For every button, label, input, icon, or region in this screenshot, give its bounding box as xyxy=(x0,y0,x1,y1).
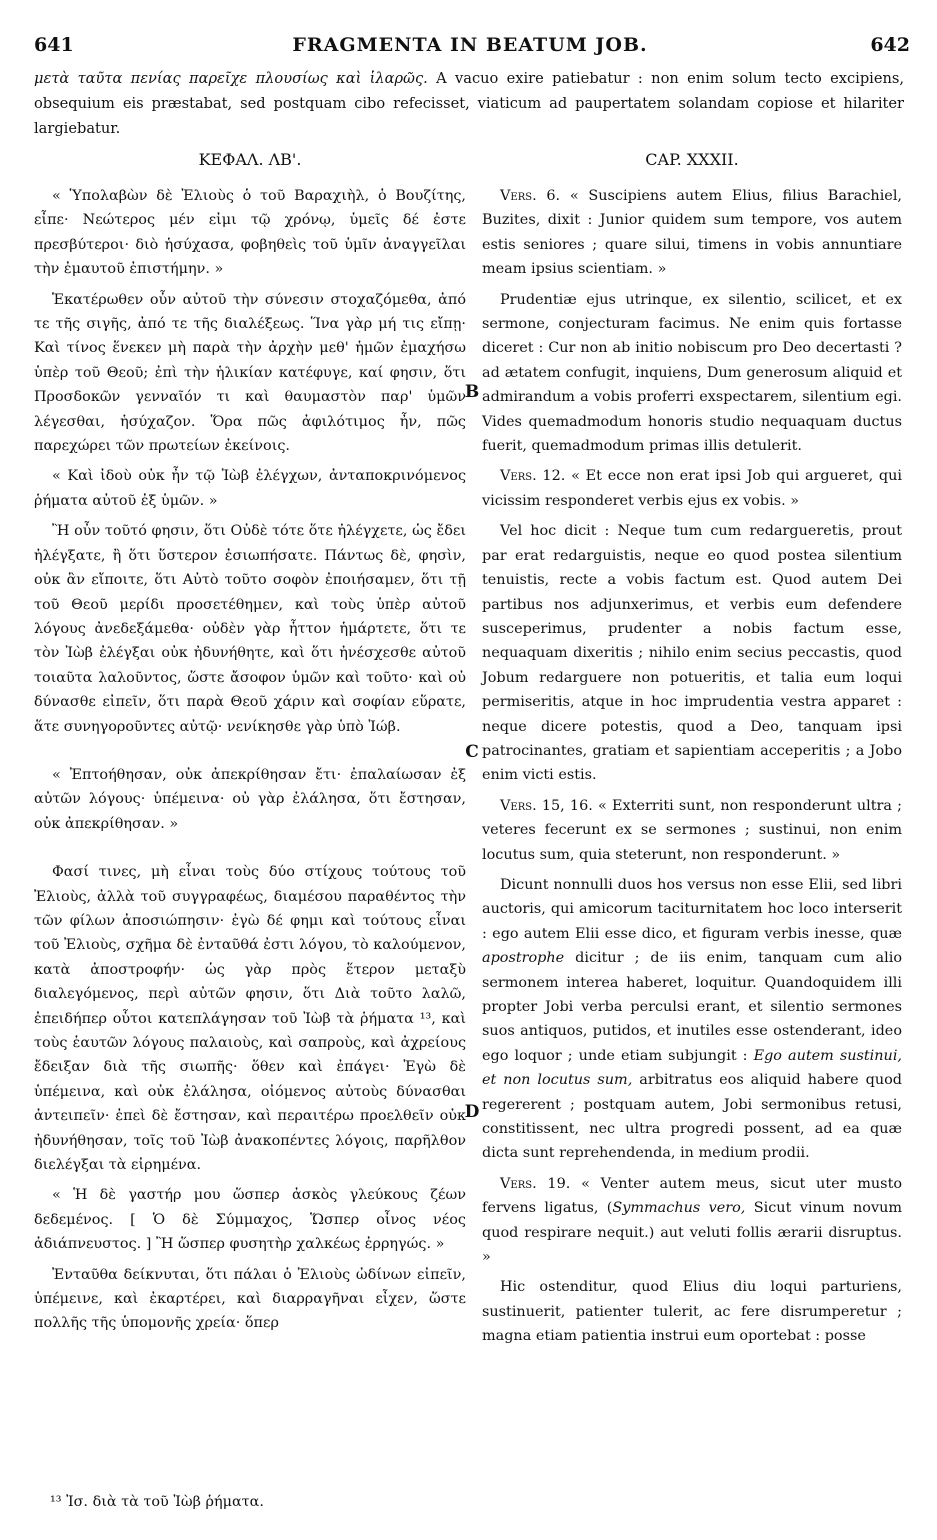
greek-commentary-4: Ἐνταῦθα δείκνυται, ὅτι πάλαι ὁ Ἐλιοὺς ὠδίνων εἰπεῖν, ὑπέμεινε, καὶ ἐκαρτέρει, καὶ διαρραγῆναι εἶχεν, ὥστε πολλῆς τῆς ὑπομονῆς χρεία· ὅπερ xyxy=(34,1266,466,1332)
latin-commentary-4: Hic ostenditur, quod Elius diu loqui parturiens, sustinuerit, patienter tulerit, ac fere disrumperetur ; magna etiam patientia instrui eum oportebat : posse xyxy=(482,1279,902,1345)
commentary-italic: Ego autem sustinui, et non locutus sum, xyxy=(482,1047,903,1089)
latin-verse-6 xyxy=(482,184,902,282)
verse-text: « Venter autem meus, sicut uter musto fervens ligatus, ( xyxy=(482,1175,903,1217)
verse-label: Vers. 19. xyxy=(500,1175,571,1192)
margin-marker-d: D xyxy=(464,1102,480,1122)
greek-column xyxy=(34,150,466,1342)
margin-marker-c: C xyxy=(465,742,479,762)
verse-text: « Suscipiens autem Elius, filius Barachiel, Buzites, dixit : Junior quidem sum tempore, vos autem estis seniores ; quare silui, timens in vobis annuntiare meam ipsius scientiam. » xyxy=(482,188,902,278)
latin-commentary-2: Vel hoc dicit : Neque tum cum redargueretis, prout par erat redarguistis, neque eo quod postea silentium tenuistis, recte a vobis factum est. Quod autem Dei partibus nos adjunxerimus, et verbis eum defendere susceperimus, prudenter a nobis factum esse, nequaquam dixeritis ; nihilo enim secius peccastis, quod Jobum redarguere non potueritis, et talia eum loqui permiseritis, atque in hoc imprudentia vestra apparet : neque dicere potestis, quod a Deo, tanquam ipsi patrocinantes, gratiam et sapientiam acceperitis ; a Jobo enim victi estis. xyxy=(482,523,902,784)
greek-chapter-heading: ΚΕΦΑΛ. ΛΒ'. xyxy=(198,150,302,169)
commentary-text: arbitratus eos aliquid habere quod regererent ; postquam autem, Jobi sermonibus retusi, constitissent, nec ultra progredi possent, ad ea quæ dicta sunt reprehendenda, in medium prodii. xyxy=(482,1072,902,1162)
greek-verse-12: « Καὶ ἰδοὺ οὐκ ἦν τῷ Ἰὼβ ἐλέγχων, ἀνταποκρινόμενος ῥήματα αὐτοῦ ἐξ ὑμῶν. » xyxy=(34,468,466,509)
latin-column xyxy=(482,150,902,1355)
page-number-left: 641 xyxy=(34,34,74,56)
greek-verse-19: « Ἡ δὲ γαστήρ μου ὥσπερ ἀσκὸς γλεύκους ζέων δεδεμένος. [ Ὁ δὲ Σύμμαχος, Ὥσπερ οἶνος νέος ἀδιάπνευστος. ] Ἢ ὥσπερ φυσητὴρ χαλκέως ἐρρηγώς. » xyxy=(34,1187,466,1253)
latin-chapter-heading: CAP. XXXII. xyxy=(645,150,739,169)
commentary-text: dicitur ; de iis enim, tanquam cum alio sermonem interea haberet, loquitur. Quandoquidem illi propter Jobi verba perculsi erant, et silentio sermones suos antiquos, putidos, et inutiles esse ostenderant, ideo ego loquor ; unde etiam subjungit : xyxy=(482,950,903,1064)
greek-verse-15: « Ἐπτοήθησαν, οὐκ ἀπεκρίθησαν ἔτι· ἐπαλαίωσαν ἐξ αὐτῶν λόγους· ὑπέμεινα· οὐ γὰρ ἐλάλησα, ὅτι ἔστησαν, οὐκ ἀπεκρίθησαν. » xyxy=(34,766,466,832)
latin-verse-12 xyxy=(482,464,902,513)
latin-verse-19 xyxy=(482,1172,902,1270)
greek-commentary-2: Ἢ οὖν τοῦτό φησιν, ὅτι Οὐδὲ τότε ὅτε ἠλέγχετε, ὡς ἔδει ἠλέγξατε, ἢ ὅτι ὕστερον ἐσιωπήσατε. Πάντως δὲ, φησὶν, οὐκ ἂν εἴποιτε, ὅτι Αὐτὸ τοῦτο σοφὸν ἐποιήσαμεν, ὅτι τῇ τοῦ Θεοῦ μερίδι προσετέθημεν, καὶ τοὺς ὑπὲρ αὐτοῦ λόγους ἀνεδεξάμεθα· οὐδὲν γὰρ ἧττον ἡμάρτετε, ὅτι τε τὸν Ἰὼβ ἐλέγξαι οὐκ ἠδυνήθητε, καὶ ὅτι ἠνέσχεσθε αὐτοῦ τοιαῦτα λαλοῦντος, ὥστε ἄσοφον ὑμῶν καὶ τοῦτο· καὶ οὐ δύνασθε εἰπεῖν, ὅτι παρὰ Θεοῦ χάριν καὶ σοφίαν εὕρατε, ἅτε συνηγοροῦντες αὐτῷ· νενίκησθε γὰρ ὑπὸ Ἰώβ. xyxy=(34,523,466,735)
greek-commentary-3: Φασί τινες, μὴ εἶναι τοὺς δύο στίχους τούτους τοῦ Ἐλιοὺς, ἀλλὰ τοῦ συγγραφέως, διαμέσου παραθέντος τὴν τῶν φίλων ἀποσιώπησιν· ἐγὼ δέ φημι καὶ τούτους εἶναι τοῦ Ἐλιοὺς, σχῆμα δὲ ἐνταῦθά ἐστι λόγου, τὸ καλούμενον, κατὰ ἀποστροφήν· ὡς γὰρ πρὸς ἕτερον μεταξὺ διαλεγόμενος, περὶ αὐτῶν φησιν, ὅτι Διὰ τοῦτο λαλῶ, ἐπειδήπερ οὗτοι κατεπλάγησαν τοῦ Ἰὼβ τὰ ῥήματα ¹³, καὶ τοὺς ἑαυτῶν λόγους παλαιοὺς, καὶ σαπροὺς, καὶ ἀχρείους ἔδειξαν διὰ τῆς σιωπῆς· ὅθεν καὶ ἐπάγει· Ἐγὼ δὲ ὑπέμεινα, καὶ οὐκ ἐλάλησα, οἰόμενος αὐτοὺς δύνασθαι ἀντειπεῖν· ἐπεὶ δὲ ἔστησαν, καὶ περαιτέρω προελθεῖν οὐκ ἠδυνήθησαν, τοῖς τοῦ Ἰὼβ ἀνακοπέντες λόγοις, παρῆλθον διελέγξαι τὰ εἰρημένα. xyxy=(34,864,466,1174)
commentary-italic: apostrophe xyxy=(482,950,565,967)
verse-label: Vers. 12. xyxy=(500,468,566,485)
verse-text: « Et ecce non erat ipsi Job qui argueret, qui vicissim responderet verbis ejus ex vobis. » xyxy=(482,468,903,509)
verse-label: Vers. 6. xyxy=(500,188,561,204)
page-header xyxy=(30,34,910,60)
running-title: FRAGMENTA IN BEATUM JOB. xyxy=(292,34,648,56)
intro-latin: A vacuo exire patiebatur : non enim solum tecto excipiens, obsequium eis præstabat, sed postquam cibo refecisset, viaticum ad paupertatem solandam copiose et hilariter largiebatur. xyxy=(34,70,905,137)
intro-paragraph xyxy=(34,66,904,141)
verse-text: Sicut vinum novum quod respirare nequit.) aut veluti follis ærarii disruptus. » xyxy=(482,1200,902,1266)
margin-marker-b: B xyxy=(464,382,480,402)
latin-commentary-1: Prudentiæ ejus utrinque, ex silentio, scilicet, et ex sermone, conjecturam facimus. Ne enim quis fortasse diceret : Cur non ab initio nobiscum pro Deo decertasti ? ad ætatem confugit, inquiens, Dum generosum aliquid et admirandum a vobis proferri exspectarem, silentium egi. Vides quemadmodum honoris studio nequaquam ductus fuerit, quemadmodum primas illis detulerit. xyxy=(482,291,902,455)
latin-verse-15 xyxy=(482,794,902,867)
greek-commentary-1: Ἑκατέρωθεν οὖν αὐτοῦ τὴν σύνεσιν στοχαζόμεθα, ἀπό τε τῆς σιγῆς, ἀπό τε τῆς διαλέξεως. Ἵνα γὰρ μή τις εἴπῃ· Καὶ τίνος ἕνεκεν μὴ παρὰ τὴν ἀρχὴν μεθ' ἡμῶν ἐμαχήσω ὑπὲρ τοῦ Θεοῦ; ἐπὶ τὴν ἡλικίαν κατέφυγε, καί φησιν, ὅτι Προσδοκῶν γενναῖόν τι καὶ θαυμαστὸν παρ' ὑμῶν λέγεσθαι, ἡσύχαζον. Ὅρα πῶς ἀφιλότιμος ἦν, πῶς παρεχώρει τῶν πρωτείων ἐκείνοις. xyxy=(34,291,466,455)
latin-commentary-3 xyxy=(482,873,902,1166)
greek-verse-6: « Ὑπολαβὼν δὲ Ἐλιοὺς ὁ τοῦ Βαραχιὴλ, ὁ Βουζίτης, εἶπε· Νεώτερος μέν εἰμι τῷ χρόνῳ, ὑμεῖς δέ ἐστε πρεσβύτεροι· διὸ ἡσύχασα, φοβηθεὶς τοῦ ὑμῖν ἀναγγεῖλαι τὴν ἐμαυτοῦ ἐπιστήμην. » xyxy=(34,188,466,278)
verse-italic: Symmachus vero, xyxy=(612,1200,746,1217)
intro-greek: μετὰ ταῦτα πενίας παρεῖχε πλουσίως καὶ ἱλαρῶς. xyxy=(34,70,428,87)
commentary-text: Dicunt nonnulli duos hos versus non esse Elii, sed libri auctoris, qui amicorum taciturnitatem hoc loco interserit : ego autem Elii esse dico, et figuram verbis inesse, quæ xyxy=(482,876,902,942)
verse-label: Vers. 15, 16. xyxy=(500,797,593,814)
page-number-right: 642 xyxy=(870,34,910,56)
footnote: ¹³ Ἰσ. διὰ τὰ τοῦ Ἰὼβ ῥήματα. xyxy=(50,1494,264,1510)
verse-text: « Exterriti sunt, non responderunt ultra ; veteres fecerunt ex se sermones ; sustinui, non enim locutus sum, quia steterunt, non responderunt. » xyxy=(482,797,902,863)
